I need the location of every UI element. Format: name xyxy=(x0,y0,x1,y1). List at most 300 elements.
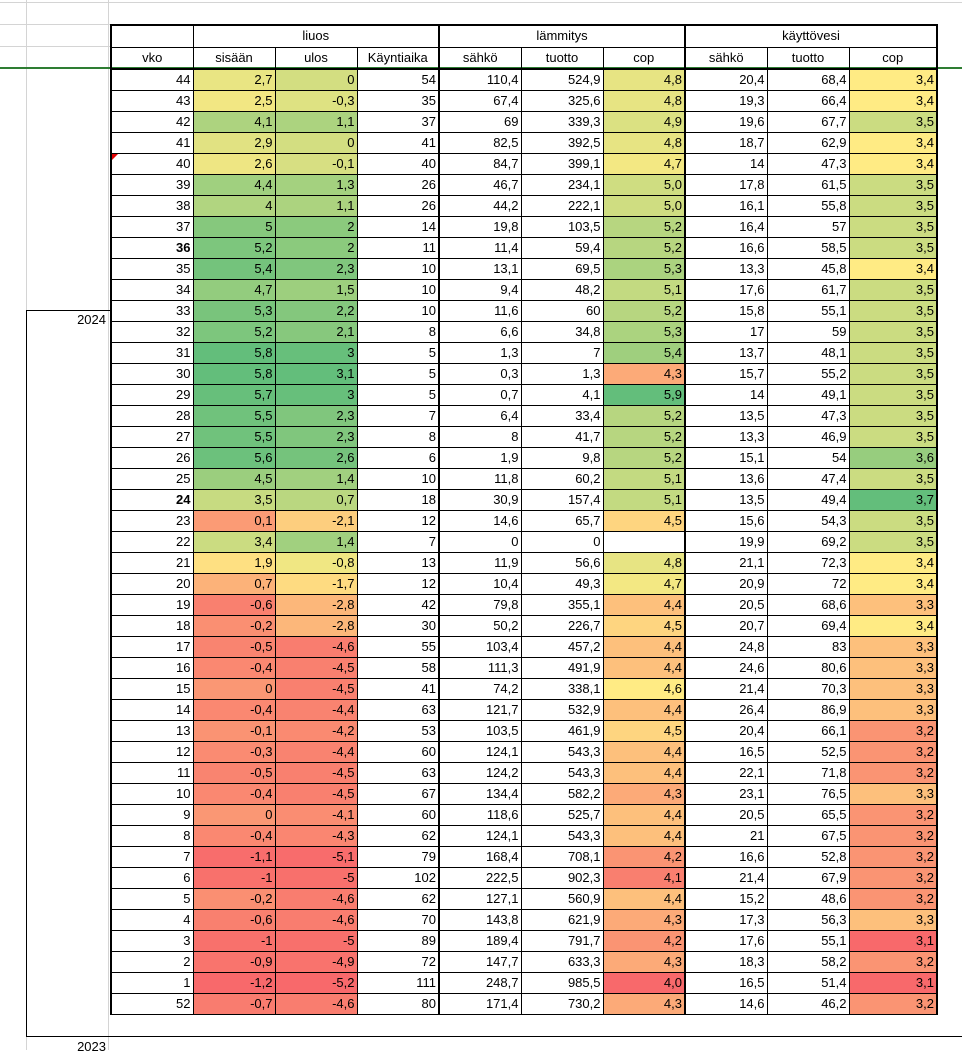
cell-vko[interactable]: 7 xyxy=(111,847,193,868)
cell-ulos[interactable]: 2,3 xyxy=(275,259,357,280)
cell-kv-tuotto[interactable]: 69,4 xyxy=(767,616,849,637)
cell-kv-cop[interactable]: 3,3 xyxy=(849,637,937,658)
cell-cop[interactable]: 4,3 xyxy=(603,994,685,1015)
cell-kv-cop[interactable]: 3,5 xyxy=(849,406,937,427)
cell-tuotto[interactable]: 457,2 xyxy=(521,637,603,658)
cell-kayntiaika[interactable]: 37 xyxy=(357,112,439,133)
cell-vko[interactable]: 35 xyxy=(111,259,193,280)
cell-kv-cop[interactable]: 3,2 xyxy=(849,742,937,763)
cell-ulos[interactable]: -4,3 xyxy=(275,826,357,847)
cell-tuotto[interactable]: 234,1 xyxy=(521,175,603,196)
cell-kayntiaika[interactable]: 26 xyxy=(357,196,439,217)
cell-ulos[interactable]: -5 xyxy=(275,868,357,889)
cell-kv-sahko[interactable]: 16,1 xyxy=(685,196,767,217)
cell-kv-sahko[interactable]: 15,8 xyxy=(685,301,767,322)
cell-kv-tuotto[interactable]: 69,2 xyxy=(767,532,849,553)
cell-sahko[interactable]: 143,8 xyxy=(439,910,521,931)
cell-sahko[interactable]: 171,4 xyxy=(439,994,521,1015)
cell-kv-cop[interactable]: 3,5 xyxy=(849,343,937,364)
cell-sahko[interactable]: 6,4 xyxy=(439,406,521,427)
cell-sahko[interactable]: 50,2 xyxy=(439,616,521,637)
cell-ulos[interactable]: -4,2 xyxy=(275,721,357,742)
cell-sahko[interactable]: 0,3 xyxy=(439,364,521,385)
cell-ulos[interactable]: -0,8 xyxy=(275,553,357,574)
cell-vko[interactable]: 14 xyxy=(111,700,193,721)
cell-vko[interactable]: 44 xyxy=(111,69,193,91)
cell-kv-cop[interactable]: 3,5 xyxy=(849,322,937,343)
cell-cop[interactable]: 4,3 xyxy=(603,910,685,931)
cell-tuotto[interactable]: 621,9 xyxy=(521,910,603,931)
cell-sahko[interactable]: 84,7 xyxy=(439,154,521,175)
cell-cop[interactable]: 4,6 xyxy=(603,679,685,700)
cell-kv-tuotto[interactable]: 58,2 xyxy=(767,952,849,973)
cell-cop[interactable]: 4,5 xyxy=(603,511,685,532)
cell-ulos[interactable]: -2,8 xyxy=(275,616,357,637)
cell-cop[interactable]: 5,2 xyxy=(603,301,685,322)
cell-sisaan[interactable]: 0 xyxy=(193,805,275,826)
column-header-sisaan[interactable]: sisään xyxy=(193,47,275,69)
cell-ulos[interactable]: 3 xyxy=(275,385,357,406)
cell-kv-cop[interactable]: 3,5 xyxy=(849,196,937,217)
cell-sisaan[interactable]: 5,8 xyxy=(193,343,275,364)
cell-sisaan[interactable]: -1,1 xyxy=(193,847,275,868)
cell-vko[interactable]: 13 xyxy=(111,721,193,742)
cell-kv-sahko[interactable]: 15,7 xyxy=(685,364,767,385)
cell-sisaan[interactable]: 4 xyxy=(193,196,275,217)
cell-kv-sahko[interactable]: 13,7 xyxy=(685,343,767,364)
cell-sahko[interactable]: 222,5 xyxy=(439,868,521,889)
cell-cop[interactable]: 4,4 xyxy=(603,742,685,763)
cell-kv-cop[interactable]: 3,2 xyxy=(849,826,937,847)
cell-kayntiaika[interactable]: 12 xyxy=(357,511,439,532)
cell-tuotto[interactable]: 708,1 xyxy=(521,847,603,868)
cell-kayntiaika[interactable]: 62 xyxy=(357,826,439,847)
cell-vko[interactable]: 1 xyxy=(111,973,193,994)
column-header-sahko[interactable]: sähkö xyxy=(439,47,521,69)
cell-vko[interactable]: 52 xyxy=(111,994,193,1015)
cell-kv-tuotto[interactable]: 49,4 xyxy=(767,490,849,511)
cell-kv-sahko[interactable]: 16,5 xyxy=(685,973,767,994)
cell-vko[interactable]: 24 xyxy=(111,490,193,511)
cell-vko[interactable]: 27 xyxy=(111,427,193,448)
cell-sahko[interactable]: 6,6 xyxy=(439,322,521,343)
cell-sisaan[interactable]: -0,3 xyxy=(193,742,275,763)
cell-sahko[interactable]: 147,7 xyxy=(439,952,521,973)
cell-kv-tuotto[interactable]: 61,7 xyxy=(767,280,849,301)
cell-sisaan[interactable]: 1,9 xyxy=(193,553,275,574)
cell-kv-sahko[interactable]: 18,3 xyxy=(685,952,767,973)
group-header-kayttovesi[interactable]: käyttövesi xyxy=(685,25,937,47)
cell-kv-tuotto[interactable]: 68,4 xyxy=(767,69,849,91)
cell-sisaan[interactable]: -0,5 xyxy=(193,637,275,658)
cell-vko[interactable]: 43 xyxy=(111,91,193,112)
cell-kv-sahko[interactable]: 24,8 xyxy=(685,637,767,658)
cell-vko[interactable]: 42 xyxy=(111,112,193,133)
cell-sisaan[interactable]: -1,2 xyxy=(193,973,275,994)
column-header-tuotto[interactable]: tuotto xyxy=(521,47,603,69)
cell-sahko[interactable]: 110,4 xyxy=(439,69,521,91)
cell-sisaan[interactable]: -0,4 xyxy=(193,826,275,847)
cell-ulos[interactable]: 2,2 xyxy=(275,301,357,322)
cell-kv-cop[interactable]: 3,6 xyxy=(849,448,937,469)
cell-vko[interactable]: 40 xyxy=(111,154,193,175)
cell-kv-tuotto[interactable]: 54,3 xyxy=(767,511,849,532)
cell-tuotto[interactable]: 491,9 xyxy=(521,658,603,679)
cell-tuotto[interactable]: 339,3 xyxy=(521,112,603,133)
cell-cop[interactable]: 5,2 xyxy=(603,406,685,427)
cell-kv-cop[interactable]: 3,4 xyxy=(849,574,937,595)
cell-cop[interactable]: 4,8 xyxy=(603,91,685,112)
cell-vko[interactable]: 19 xyxy=(111,595,193,616)
cell-kv-tuotto[interactable]: 47,3 xyxy=(767,406,849,427)
cell-kv-sahko[interactable]: 16,5 xyxy=(685,742,767,763)
cell-kayntiaika[interactable]: 8 xyxy=(357,322,439,343)
cell-kayntiaika[interactable]: 111 xyxy=(357,973,439,994)
cell-vko[interactable]: 16 xyxy=(111,658,193,679)
cell-ulos[interactable]: 1,4 xyxy=(275,469,357,490)
cell-kv-tuotto[interactable]: 59 xyxy=(767,322,849,343)
cell-sisaan[interactable]: 5,3 xyxy=(193,301,275,322)
cell-cop[interactable]: 4,9 xyxy=(603,112,685,133)
cell-ulos[interactable]: -0,3 xyxy=(275,91,357,112)
cell-kayntiaika[interactable]: 55 xyxy=(357,637,439,658)
cell-ulos[interactable]: -4,5 xyxy=(275,658,357,679)
cell-sisaan[interactable]: 2,7 xyxy=(193,69,275,91)
cell-vko[interactable]: 39 xyxy=(111,175,193,196)
cell-ulos[interactable]: -4,1 xyxy=(275,805,357,826)
cell-kv-tuotto[interactable]: 67,5 xyxy=(767,826,849,847)
cell-vko[interactable]: 9 xyxy=(111,805,193,826)
cell-kv-cop[interactable]: 3,1 xyxy=(849,973,937,994)
cell-tuotto[interactable]: 7 xyxy=(521,343,603,364)
cell-sahko[interactable]: 0,7 xyxy=(439,385,521,406)
cell-tuotto[interactable]: 65,7 xyxy=(521,511,603,532)
cell-cop[interactable]: 4,4 xyxy=(603,826,685,847)
cell-kv-sahko[interactable]: 20,4 xyxy=(685,721,767,742)
cell-tuotto[interactable]: 543,3 xyxy=(521,826,603,847)
cell-sahko[interactable]: 134,4 xyxy=(439,784,521,805)
cell-sisaan[interactable]: -0,2 xyxy=(193,616,275,637)
cell-kv-cop[interactable]: 3,3 xyxy=(849,679,937,700)
cell-kv-sahko[interactable]: 20,9 xyxy=(685,574,767,595)
cell-ulos[interactable]: 2,6 xyxy=(275,448,357,469)
cell-sisaan[interactable]: 5,6 xyxy=(193,448,275,469)
cell-kayntiaika[interactable]: 89 xyxy=(357,931,439,952)
cell-kv-cop[interactable]: 3,2 xyxy=(849,721,937,742)
cell-kv-tuotto[interactable]: 51,4 xyxy=(767,973,849,994)
column-header-cop[interactable]: cop xyxy=(603,47,685,69)
comment-indicator-icon[interactable] xyxy=(112,154,118,160)
cell-tuotto[interactable]: 392,5 xyxy=(521,133,603,154)
cell-kv-sahko[interactable]: 21,4 xyxy=(685,679,767,700)
cell-ulos[interactable]: 1,3 xyxy=(275,175,357,196)
cell-sisaan[interactable]: 4,5 xyxy=(193,469,275,490)
cell-cop[interactable]: 4,8 xyxy=(603,553,685,574)
cell-kv-cop[interactable]: 3,5 xyxy=(849,364,937,385)
cell-sisaan[interactable]: -0,9 xyxy=(193,952,275,973)
cell-kv-sahko[interactable]: 18,7 xyxy=(685,133,767,154)
column-header-cop-kv[interactable]: cop xyxy=(849,47,937,69)
cell-kayntiaika[interactable]: 5 xyxy=(357,343,439,364)
cell-vko[interactable]: 8 xyxy=(111,826,193,847)
cell-cop[interactable]: 5,2 xyxy=(603,238,685,259)
cell-sahko[interactable]: 118,6 xyxy=(439,805,521,826)
cell-cop[interactable]: 4,0 xyxy=(603,973,685,994)
cell-cop[interactable]: 4,8 xyxy=(603,133,685,154)
cell-kayntiaika[interactable]: 11 xyxy=(357,238,439,259)
cell-cop[interactable]: 4,3 xyxy=(603,952,685,973)
cell-tuotto[interactable]: 791,7 xyxy=(521,931,603,952)
cell-ulos[interactable]: -4,4 xyxy=(275,700,357,721)
group-header-lammitys[interactable]: lämmitys xyxy=(439,25,685,47)
cell-vko[interactable]: 21 xyxy=(111,553,193,574)
cell-sisaan[interactable]: -0,4 xyxy=(193,700,275,721)
cell-ulos[interactable]: -4,5 xyxy=(275,679,357,700)
cell-kv-cop[interactable]: 3,2 xyxy=(849,847,937,868)
cell-cop[interactable]: 5,3 xyxy=(603,259,685,280)
cell-kayntiaika[interactable]: 10 xyxy=(357,259,439,280)
cell-cop[interactable]: 4,4 xyxy=(603,637,685,658)
cell-tuotto[interactable]: 525,7 xyxy=(521,805,603,826)
cell-kayntiaika[interactable]: 41 xyxy=(357,679,439,700)
cell-vko[interactable]: 3 xyxy=(111,931,193,952)
cell-kv-sahko[interactable]: 20,5 xyxy=(685,805,767,826)
cell-kv-tuotto[interactable]: 72,3 xyxy=(767,553,849,574)
cell-cop[interactable]: 4,7 xyxy=(603,574,685,595)
cell-sisaan[interactable]: -1 xyxy=(193,868,275,889)
cell-cop[interactable]: 4,2 xyxy=(603,931,685,952)
cell-sahko[interactable]: 11,9 xyxy=(439,553,521,574)
cell-ulos[interactable]: -4,5 xyxy=(275,763,357,784)
cell-cop[interactable]: 5,0 xyxy=(603,196,685,217)
cell-kayntiaika[interactable]: 80 xyxy=(357,994,439,1015)
cell-kayntiaika[interactable]: 5 xyxy=(357,385,439,406)
cell-kayntiaika[interactable]: 14 xyxy=(357,217,439,238)
cell-sahko[interactable]: 11,8 xyxy=(439,469,521,490)
cell-vko[interactable]: 33 xyxy=(111,301,193,322)
cell-sahko[interactable]: 10,4 xyxy=(439,574,521,595)
cell-sahko[interactable]: 0 xyxy=(439,532,521,553)
cell-vko[interactable]: 20 xyxy=(111,574,193,595)
cell-vko[interactable]: 28 xyxy=(111,406,193,427)
cell-tuotto[interactable]: 49,3 xyxy=(521,574,603,595)
cell-ulos[interactable]: 1,5 xyxy=(275,280,357,301)
cell-cop[interactable]: 5,0 xyxy=(603,175,685,196)
cell-kayntiaika[interactable]: 53 xyxy=(357,721,439,742)
cell-kv-tuotto[interactable]: 80,6 xyxy=(767,658,849,679)
cell-kv-cop[interactable]: 3,4 xyxy=(849,154,937,175)
cell-kayntiaika[interactable]: 7 xyxy=(357,406,439,427)
cell-kv-cop[interactable]: 3,5 xyxy=(849,217,937,238)
cell-kv-tuotto[interactable]: 66,4 xyxy=(767,91,849,112)
cell-cop[interactable]: 4,5 xyxy=(603,616,685,637)
cell-kayntiaika[interactable]: 13 xyxy=(357,553,439,574)
cell-sahko[interactable]: 121,7 xyxy=(439,700,521,721)
cell-kv-sahko[interactable]: 15,2 xyxy=(685,889,767,910)
cell-sahko[interactable]: 1,3 xyxy=(439,343,521,364)
cell-kv-tuotto[interactable]: 71,8 xyxy=(767,763,849,784)
cell-ulos[interactable]: 2,3 xyxy=(275,406,357,427)
cell-kv-cop[interactable]: 3,4 xyxy=(849,133,937,154)
cell-cop[interactable]: 4,4 xyxy=(603,805,685,826)
cell-kayntiaika[interactable]: 6 xyxy=(357,448,439,469)
cell-sahko[interactable]: 44,2 xyxy=(439,196,521,217)
cell-ulos[interactable]: 3,1 xyxy=(275,364,357,385)
cell-kv-cop[interactable]: 3,4 xyxy=(849,91,937,112)
cell-tuotto[interactable]: 157,4 xyxy=(521,490,603,511)
cell-kv-sahko[interactable]: 17,3 xyxy=(685,910,767,931)
cell-cop[interactable]: 5,3 xyxy=(603,322,685,343)
year-label-2023[interactable]: 2023 xyxy=(77,1039,106,1054)
cell-sisaan[interactable]: 3,4 xyxy=(193,532,275,553)
cell-cop[interactable]: 4,1 xyxy=(603,868,685,889)
cell-sahko[interactable]: 9,4 xyxy=(439,280,521,301)
cell-kv-cop[interactable]: 3,5 xyxy=(849,301,937,322)
cell-cop[interactable]: 4,7 xyxy=(603,154,685,175)
cell-sisaan[interactable]: 5,2 xyxy=(193,322,275,343)
cell-kv-sahko[interactable]: 23,1 xyxy=(685,784,767,805)
cell-kayntiaika[interactable]: 70 xyxy=(357,910,439,931)
cell-kv-tuotto[interactable]: 68,6 xyxy=(767,595,849,616)
cell-kv-cop[interactable]: 3,5 xyxy=(849,280,937,301)
cell-kv-cop[interactable]: 3,3 xyxy=(849,658,937,679)
cell-sahko[interactable]: 124,1 xyxy=(439,826,521,847)
cell-kv-cop[interactable]: 3,5 xyxy=(849,427,937,448)
cell-tuotto[interactable]: 902,3 xyxy=(521,868,603,889)
cell-sisaan[interactable]: 4,7 xyxy=(193,280,275,301)
cell-sisaan[interactable]: -0,2 xyxy=(193,889,275,910)
cell-kv-tuotto[interactable]: 67,7 xyxy=(767,112,849,133)
cell-sisaan[interactable]: 4,1 xyxy=(193,112,275,133)
cell-tuotto[interactable]: 560,9 xyxy=(521,889,603,910)
cell-cop[interactable]: 5,9 xyxy=(603,385,685,406)
cell-ulos[interactable]: 2 xyxy=(275,238,357,259)
cell-kv-tuotto[interactable]: 47,4 xyxy=(767,469,849,490)
cell-kv-sahko[interactable]: 21 xyxy=(685,826,767,847)
cell-tuotto[interactable]: 0 xyxy=(521,532,603,553)
cell-vko[interactable]: 10 xyxy=(111,784,193,805)
cell-kv-tuotto[interactable]: 57 xyxy=(767,217,849,238)
cell-sahko[interactable]: 127,1 xyxy=(439,889,521,910)
cell-sisaan[interactable]: 0,7 xyxy=(193,574,275,595)
cell-sahko[interactable]: 67,4 xyxy=(439,91,521,112)
cell-kv-cop[interactable]: 3,5 xyxy=(849,511,937,532)
cell-kayntiaika[interactable]: 30 xyxy=(357,616,439,637)
cell-tuotto[interactable]: 222,1 xyxy=(521,196,603,217)
cell-cop[interactable]: 4,4 xyxy=(603,763,685,784)
cell-sahko[interactable]: 69 xyxy=(439,112,521,133)
year-label-2024[interactable]: 2024 xyxy=(77,312,106,327)
cell-kv-tuotto[interactable]: 45,8 xyxy=(767,259,849,280)
cell-tuotto[interactable]: 582,2 xyxy=(521,784,603,805)
cell-kv-cop[interactable]: 3,5 xyxy=(849,238,937,259)
cell-vko[interactable]: 29 xyxy=(111,385,193,406)
cell-kayntiaika[interactable]: 10 xyxy=(357,280,439,301)
cell-kv-cop[interactable]: 3,4 xyxy=(849,553,937,574)
cell-kv-sahko[interactable]: 17,6 xyxy=(685,280,767,301)
cell-vko[interactable]: 6 xyxy=(111,868,193,889)
cell-cop[interactable]: 5,4 xyxy=(603,343,685,364)
cell-tuotto[interactable]: 532,9 xyxy=(521,700,603,721)
cell-sisaan[interactable]: 0 xyxy=(193,679,275,700)
cell-ulos[interactable]: -5 xyxy=(275,931,357,952)
cell-kv-cop[interactable]: 3,2 xyxy=(849,952,937,973)
cell-ulos[interactable]: -5,1 xyxy=(275,847,357,868)
cell-vko[interactable]: 5 xyxy=(111,889,193,910)
cell-tuotto[interactable]: 543,3 xyxy=(521,763,603,784)
cell-kv-cop[interactable]: 3,7 xyxy=(849,490,937,511)
cell-kv-cop[interactable]: 3,4 xyxy=(849,259,937,280)
cell-tuotto[interactable]: 33,4 xyxy=(521,406,603,427)
cell-cop[interactable]: 4,2 xyxy=(603,847,685,868)
cell-kv-tuotto[interactable]: 83 xyxy=(767,637,849,658)
cell-sisaan[interactable]: -1 xyxy=(193,931,275,952)
cell-sahko[interactable]: 168,4 xyxy=(439,847,521,868)
cell-vko[interactable]: 18 xyxy=(111,616,193,637)
cell-kv-cop[interactable]: 3,5 xyxy=(849,532,937,553)
cell-kv-tuotto[interactable]: 46,9 xyxy=(767,427,849,448)
cell-vko[interactable]: 17 xyxy=(111,637,193,658)
cell-ulos[interactable]: -4,6 xyxy=(275,910,357,931)
column-header-kayntiaika[interactable]: Käyntiaika xyxy=(357,47,439,69)
cell-kv-sahko[interactable]: 15,6 xyxy=(685,511,767,532)
cell-vko[interactable]: 38 xyxy=(111,196,193,217)
cell-cop[interactable]: 4,3 xyxy=(603,364,685,385)
cell-kv-tuotto[interactable]: 62,9 xyxy=(767,133,849,154)
cell-kayntiaika[interactable]: 62 xyxy=(357,889,439,910)
cell-cop[interactable]: 5,2 xyxy=(603,448,685,469)
cell-kayntiaika[interactable]: 58 xyxy=(357,658,439,679)
cell-kv-sahko[interactable]: 17,8 xyxy=(685,175,767,196)
cell-kv-sahko[interactable]: 13,3 xyxy=(685,259,767,280)
cell-vko[interactable]: 36 xyxy=(111,238,193,259)
cell-cop[interactable]: 5,2 xyxy=(603,217,685,238)
cell-kv-cop[interactable]: 3,3 xyxy=(849,595,937,616)
cell-kv-sahko[interactable]: 20,5 xyxy=(685,595,767,616)
cell-sisaan[interactable]: 2,9 xyxy=(193,133,275,154)
cell-ulos[interactable]: -2,8 xyxy=(275,595,357,616)
cell-tuotto[interactable]: 338,1 xyxy=(521,679,603,700)
cell-sisaan[interactable]: -0,6 xyxy=(193,910,275,931)
cell-ulos[interactable]: -4,6 xyxy=(275,994,357,1015)
cell-kv-tuotto[interactable]: 56,3 xyxy=(767,910,849,931)
cell-kv-sahko[interactable]: 22,1 xyxy=(685,763,767,784)
cell-kv-sahko[interactable]: 14,6 xyxy=(685,994,767,1015)
cell-cop[interactable]: 4,4 xyxy=(603,889,685,910)
cell-ulos[interactable]: -4,6 xyxy=(275,637,357,658)
cell-kv-sahko[interactable]: 17,6 xyxy=(685,931,767,952)
cell-kayntiaika[interactable]: 10 xyxy=(357,301,439,322)
cell-kayntiaika[interactable]: 42 xyxy=(357,595,439,616)
cell-kv-sahko[interactable]: 20,7 xyxy=(685,616,767,637)
cell-vko[interactable]: 26 xyxy=(111,448,193,469)
cell-kv-sahko[interactable]: 13,6 xyxy=(685,469,767,490)
cell-kv-sahko[interactable]: 26,4 xyxy=(685,700,767,721)
cell-sahko[interactable]: 189,4 xyxy=(439,931,521,952)
column-header-ulos[interactable]: ulos xyxy=(275,47,357,69)
cell-vko[interactable]: 22 xyxy=(111,532,193,553)
cell-tuotto[interactable]: 34,8 xyxy=(521,322,603,343)
cell-sisaan[interactable]: -0,5 xyxy=(193,763,275,784)
cell-tuotto[interactable]: 633,3 xyxy=(521,952,603,973)
cell-kv-sahko[interactable]: 24,6 xyxy=(685,658,767,679)
cell-kayntiaika[interactable]: 5 xyxy=(357,364,439,385)
cell-vko[interactable]: 23 xyxy=(111,511,193,532)
cell-sahko[interactable]: 82,5 xyxy=(439,133,521,154)
cell-tuotto[interactable]: 60 xyxy=(521,301,603,322)
cell-kv-cop[interactable]: 3,2 xyxy=(849,889,937,910)
cell-kv-tuotto[interactable]: 65,5 xyxy=(767,805,849,826)
